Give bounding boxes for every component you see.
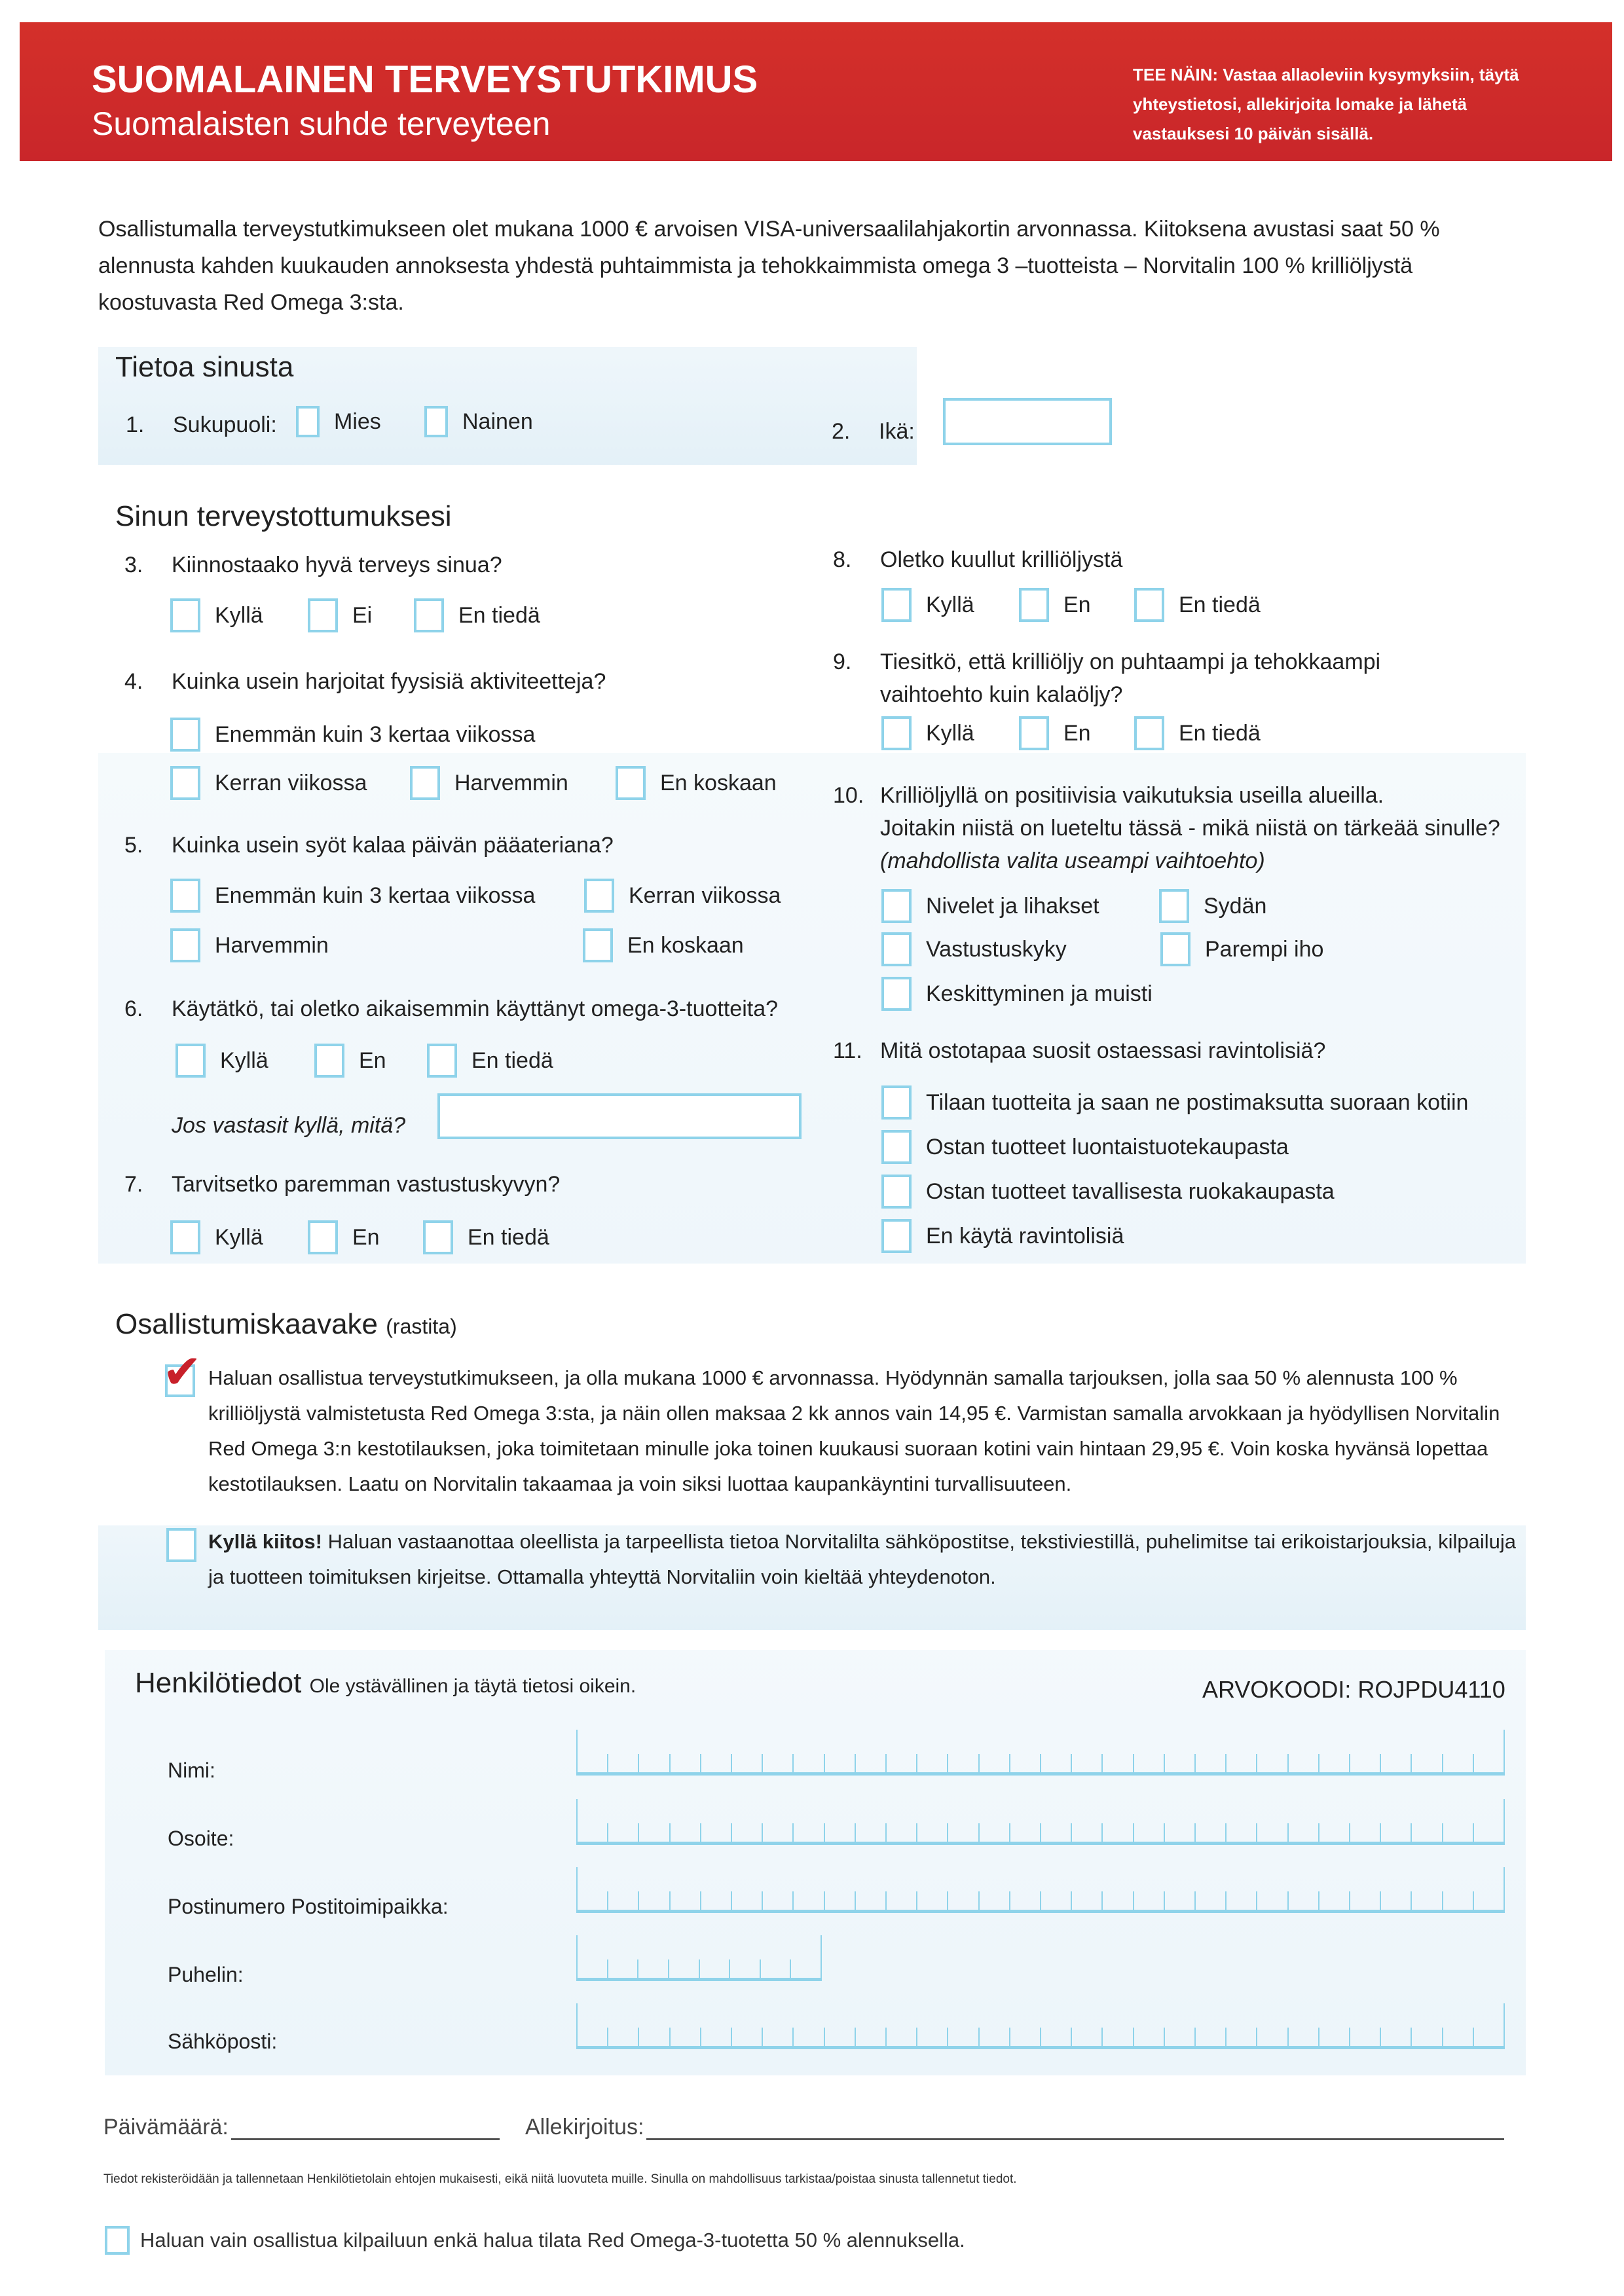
comb-cell [1165, 1754, 1196, 1772]
comb-cell [1010, 1754, 1041, 1772]
checkbox[interactable] [170, 718, 200, 752]
comb-cell [701, 1754, 732, 1772]
checkbox[interactable] [583, 928, 613, 962]
comb-cell [1289, 1823, 1320, 1842]
checkbox[interactable] [881, 932, 912, 966]
comb-cell [578, 1891, 608, 1910]
comb-cell [608, 1754, 639, 1772]
checkbox[interactable] [414, 598, 444, 632]
comb-cell [608, 1823, 639, 1842]
date-field[interactable]: Päivämäärä: [103, 2115, 500, 2140]
comb-cell [639, 1823, 670, 1842]
comb-cell [948, 1754, 979, 1772]
comb-cell [1412, 1823, 1443, 1842]
comb-cell [669, 1959, 700, 1978]
checkbox[interactable] [175, 1044, 206, 1078]
comb-cell [1320, 1891, 1350, 1910]
comb-cell [856, 1754, 887, 1772]
comb-cell [1474, 1823, 1504, 1842]
q10-text: 10. Krilliöljyllä on positiivisia vaikutuksia useilla alueilla. Joitakin niistä on lueteltu tässä - mikä niistä on tärkeää sinulle? (mahdollista valita useampi vaihtoehto) [833, 783, 1500, 873]
comb-cell [701, 2028, 732, 2046]
name-input[interactable] [576, 1730, 1505, 1776]
comb-cell [1134, 2028, 1165, 2046]
comb-cell [1443, 1823, 1474, 1842]
comb-cell [1196, 1891, 1227, 1910]
comb-cell [732, 1754, 763, 1772]
checkbox[interactable] [170, 879, 200, 913]
privacy-notice: Tiedot rekisteröidään ja tallennetaan Henkilötietolain ehtojen mukaisesti, eikä niitä luovuteta muille. Sinulla on mahdollisuus tarkistaa/poistaa sinusta tallennetut tiedot. [103, 2172, 1017, 2186]
q5-text: 5. Kuinka usein syöt kalaa päivän pääateriana? [124, 833, 614, 858]
checkbox[interactable] [881, 889, 912, 923]
comb-cell [794, 1891, 824, 1910]
q3-option[interactable]: En tiedä [414, 598, 540, 632]
q10-option[interactable]: Parempi iho [1160, 932, 1323, 966]
only-contest-checkbox[interactable] [105, 2226, 130, 2255]
checkbox[interactable] [616, 766, 646, 800]
checkbox[interactable] [423, 1220, 453, 1254]
address-input[interactable] [576, 1799, 1505, 1845]
comb-cell [980, 1891, 1010, 1910]
comb-cell [1010, 1891, 1041, 1910]
comb-cell [980, 1754, 1010, 1772]
comb-cell [825, 1823, 856, 1842]
q9-option[interactable]: En [1019, 716, 1091, 750]
checkbox[interactable] [170, 1220, 200, 1254]
comb-cell [794, 2028, 824, 2046]
comb-cell [1134, 1823, 1165, 1842]
comb-cell [1103, 1823, 1134, 1842]
checkbox[interactable] [170, 766, 200, 800]
comb-cell [732, 1891, 763, 1910]
q1-option-female[interactable]: Nainen [424, 406, 533, 437]
comb-cell [763, 2028, 794, 2046]
comb-cell [1165, 1891, 1196, 1910]
comb-cell [980, 2028, 1010, 2046]
form-title: SUOMALAINEN TERVEYSTUTKIMUS [92, 58, 758, 101]
consent1-text: Haluan osallistua terveystutkimukseen, ja olla mukana 1000 € arvonnassa. Hyödynnän samalla tarjouksen, jolla saa 50 % alennusta 100 % krilliöljystä valmistetusta Red Omega 3:sta, ja näin ollen maksaa 2 kk annos vain 14,95 €. Varmistan samalla arvokkaan ja hyödyllisen Norvitalin Red Omega 3:n kestotilauksen, joka toimitetaan minulle joka toinen kuukausi suoraan kotini vain hintaan 29,95 €. Voin koska hyvänsä lopettaa kestotilauksen. Laatu on Norvitalin takaamaa ja voin siksi luottaa kaupankäyntini turvallisuuteen. [208, 1366, 1500, 1495]
q7-option[interactable]: Kyllä [170, 1220, 263, 1254]
comb-cell [639, 1754, 670, 1772]
checkbox[interactable] [881, 716, 912, 750]
comb-cell [732, 1823, 763, 1842]
checkbox[interactable] [170, 598, 200, 632]
comb-cell [887, 1891, 917, 1910]
checkbox[interactable] [424, 406, 448, 437]
comb-cell [1443, 1754, 1474, 1772]
comb-cell [1289, 1891, 1320, 1910]
comb-cell [1257, 1823, 1288, 1842]
q5-option[interactable]: Harvemmin [170, 928, 329, 962]
form-subtitle: Suomalaisten suhde terveyteen [92, 105, 551, 142]
header-banner [20, 22, 1612, 161]
postal-input[interactable] [576, 1867, 1505, 1913]
checkmark-icon: ✔ [162, 1346, 202, 1398]
comb-cell [1474, 1891, 1504, 1910]
checkbox[interactable] [308, 1220, 338, 1254]
date-line[interactable] [231, 2138, 500, 2140]
comb-cell [1289, 1754, 1320, 1772]
q11-option[interactable]: Tilaan tuotteita ja saan ne postimaksutta suoraan kotiin [881, 1085, 1468, 1120]
comb-cell [1381, 2028, 1412, 2046]
comb-cell [887, 1823, 917, 1842]
q4-option[interactable]: Harvemmin [410, 766, 568, 800]
comb-cell [700, 1959, 731, 1978]
q7-text: 7. Tarvitsetko paremman vastustuskyvyn? [124, 1172, 561, 1197]
comb-cell [1381, 1891, 1412, 1910]
comb-cell [761, 1959, 792, 1978]
comb-cell [917, 1891, 948, 1910]
comb-cell [1320, 2028, 1350, 2046]
q6-followup-input[interactable] [437, 1093, 802, 1139]
q5-option[interactable]: Enemmän kuin 3 kertaa viikossa [170, 879, 535, 913]
only-contest-text: Haluan vain osallistua kilpailuun enkä halua tilata Red Omega-3-tuotetta 50 % alennuksella. [140, 2229, 965, 2251]
consent1-checkbox[interactable] [162, 1346, 202, 1398]
comb-cell [671, 1754, 701, 1772]
name-label: Nimi: [168, 1758, 215, 1782]
comb-cell [608, 1891, 639, 1910]
q6-text: 6. Käytätkö, tai oletko aikaisemmin käyttänyt omega-3-tuotteita? [124, 996, 779, 1021]
comb-cell [1041, 1823, 1072, 1842]
section-about-title: Tietoa sinusta [115, 351, 294, 383]
q4-option[interactable]: En koskaan [616, 766, 777, 800]
comb-cell [1072, 2028, 1103, 2046]
consent2-checkbox[interactable] [166, 1528, 196, 1562]
comb-cell [639, 2028, 670, 2046]
comb-cell [1165, 2028, 1196, 2046]
comb-cell [1443, 2028, 1474, 2046]
comb-cell [1196, 1754, 1227, 1772]
comb-cell [1196, 1823, 1227, 1842]
comb-cell [1041, 1754, 1072, 1772]
checkbox[interactable] [308, 598, 338, 632]
comb-cell [1412, 2028, 1443, 2046]
comb-cell [825, 2028, 856, 2046]
comb-cell [794, 1754, 824, 1772]
q4-option[interactable]: Kerran viikossa [170, 766, 367, 800]
comb-cell [917, 2028, 948, 2046]
comb-cell [794, 1823, 824, 1842]
comb-cell [1412, 1754, 1443, 1772]
q6-option[interactable]: En tiedä [427, 1044, 553, 1078]
phone-input[interactable] [576, 1935, 822, 1981]
comb-cell [1227, 1891, 1257, 1910]
checkbox[interactable] [881, 1085, 912, 1120]
q1-label: 1. Sukupuoli: [126, 412, 277, 437]
comb-cell [1350, 1891, 1381, 1910]
comb-cell [1289, 2028, 1320, 2046]
comb-cell [948, 1823, 979, 1842]
comb-cell [791, 1959, 821, 1978]
q9-text: 9. Tiesitkö, että krilliöljy on puhtaampi ja tehokkaampi vaihtoehto kuin kalaöljy? [833, 649, 1381, 707]
comb-cell [825, 1891, 856, 1910]
address-label: Osoite: [168, 1827, 234, 1850]
q4-option[interactable]: Enemmän kuin 3 kertaa viikossa [170, 718, 535, 752]
checkbox[interactable] [1159, 889, 1189, 923]
q10-option[interactable]: Vastustuskyky [881, 932, 1067, 966]
comb-cell [730, 1959, 761, 1978]
phone-label: Puhelin: [168, 1963, 244, 1986]
checkbox[interactable] [881, 1175, 912, 1209]
comb-cell [578, 2028, 608, 2046]
comb-cell [1103, 1754, 1134, 1772]
q6-option[interactable]: En [314, 1044, 386, 1078]
q2-label: 2. Ikä: [832, 419, 915, 444]
section-participation-title: Osallistumiskaavake (rastita) [115, 1308, 457, 1340]
comb-cell [701, 1891, 732, 1910]
comb-cell [671, 1891, 701, 1910]
comb-cell [1320, 1823, 1350, 1842]
comb-cell [1134, 1754, 1165, 1772]
checkbox[interactable] [1019, 588, 1049, 622]
comb-cell [1350, 1754, 1381, 1772]
email-label: Sähköposti: [168, 2030, 278, 2053]
q11-option[interactable]: Ostan tuotteet tavallisesta ruokakaupasta [881, 1175, 1335, 1209]
q10-option[interactable]: Keskittyminen ja muisti [881, 977, 1153, 1011]
comb-cell [856, 1891, 887, 1910]
comb-cell [1474, 1754, 1504, 1772]
q10-option[interactable]: Nivelet ja lihakset [881, 889, 1099, 923]
comb-cell [1072, 1823, 1103, 1842]
comb-cell [1165, 1823, 1196, 1842]
q9-option[interactable]: Kyllä [881, 716, 974, 750]
intro-text: Osallistumalla terveystutkimukseen olet mukana 1000 € arvoisen VISA-universaalilahjakortin arvonnassa. Kiitoksena avustasi saat 50 % alennusta kahden kuukauden annoksesta yhdestä puhtaimmista ja tehokkaimmista omega 3 –tuotteista – Norvitalin 100 % krilliöljystä koostuvasta Red Omega 3:sta. [98, 217, 1440, 315]
comb-cell [701, 1823, 732, 1842]
q3-text: 3. Kiinnostaako hyvä terveys sinua? [124, 553, 502, 577]
checkbox[interactable] [881, 977, 912, 1011]
q8-option[interactable]: En [1019, 588, 1091, 622]
comb-cell [948, 1891, 979, 1910]
checkbox[interactable] [314, 1044, 344, 1078]
q1-option-male[interactable]: Mies [296, 406, 381, 437]
comb-cell [1072, 1891, 1103, 1910]
comb-cell [1350, 1823, 1381, 1842]
comb-cell [638, 1959, 669, 1978]
comb-cell [1227, 2028, 1257, 2046]
checkbox[interactable] [881, 588, 912, 622]
consent2-text: Kyllä kiitos! Haluan vastaanottaa oleellista ja tarpeellista tietoa Norvitalilta sähköpostitse, tekstiviestillä, puhelimitse tai erikoistarjouksia, kilpailuja ja tuotteen toimituksen kirjeitse. Ottamalla yhteyttä Norvitaliin voin kieltää yhteydenoton. [208, 1530, 1517, 1588]
comb-cell [856, 2028, 887, 2046]
comb-cell [1320, 1754, 1350, 1772]
instructions: TEE NÄIN: Vastaa allaoleviin kysymyksiin, täytä yhteystietosi, allekirjoita lomake ja lähetä vastauksesi 10 päivän sisällä. [1133, 65, 1519, 143]
q5-option[interactable]: En koskaan [583, 928, 744, 962]
comb-cell [1134, 1891, 1165, 1910]
q4-text: 4. Kuinka usein harjoitat fyysisiä aktiviteetteja? [124, 669, 606, 694]
comb-cell [763, 1754, 794, 1772]
comb-cell [578, 1959, 608, 1978]
comb-cell [948, 2028, 979, 2046]
checkbox[interactable] [1134, 716, 1164, 750]
q11-text: 11. Mitä ostotapaa suosit ostaessasi ravintolisiä? [833, 1038, 1326, 1063]
comb-cell [1103, 2028, 1134, 2046]
checkbox[interactable] [584, 879, 614, 913]
comb-cell [1257, 2028, 1288, 2046]
comb-cell [671, 1823, 701, 1842]
q6-followup-label: Jos vastasit kyllä, mitä? [172, 1113, 406, 1138]
q3-option[interactable]: Ei [308, 598, 372, 632]
comb-cell [1041, 2028, 1072, 2046]
comb-cell [1072, 1754, 1103, 1772]
q11-option[interactable]: Ostan tuotteet luontaistuotekaupasta [881, 1130, 1289, 1164]
signature-line[interactable] [646, 2138, 1504, 2140]
checkbox[interactable] [881, 1130, 912, 1164]
comb-cell [1381, 1823, 1412, 1842]
comb-cell [578, 1754, 608, 1772]
comb-cell [763, 1823, 794, 1842]
comb-cell [1412, 1891, 1443, 1910]
comb-cell [1350, 2028, 1381, 2046]
comb-cell [639, 1891, 670, 1910]
comb-cell [1257, 1891, 1288, 1910]
comb-cell [1474, 2028, 1504, 2046]
q5-option[interactable]: Kerran viikossa [584, 879, 781, 913]
checkbox[interactable] [170, 928, 200, 962]
section-personal-title: Henkilötiedot Ole ystävällinen ja täytä tietosi oikein. [135, 1667, 637, 1699]
q6-option[interactable]: Kyllä [175, 1044, 268, 1078]
comb-cell [732, 2028, 763, 2046]
checkbox[interactable] [1134, 588, 1164, 622]
comb-cell [1041, 1891, 1072, 1910]
comb-cell [1257, 1754, 1288, 1772]
age-input[interactable] [943, 398, 1112, 445]
comb-cell [1010, 2028, 1041, 2046]
q3-option[interactable]: Kyllä [170, 598, 263, 632]
comb-cell [917, 1754, 948, 1772]
checkbox[interactable] [881, 1219, 912, 1253]
comb-cell [917, 1823, 948, 1842]
comb-cell [578, 1823, 608, 1842]
checkbox[interactable] [410, 766, 440, 800]
checkbox[interactable] [1019, 716, 1049, 750]
section-habits-title: Sinun terveystottumuksesi [115, 500, 452, 532]
comb-cell [1227, 1823, 1257, 1842]
comb-cell [1443, 1891, 1474, 1910]
comb-cell [1010, 1823, 1041, 1842]
postal-label: Postinumero Postitoimipaikka: [168, 1895, 449, 1918]
comb-cell [980, 1823, 1010, 1842]
q11-option[interactable]: En käytä ravintolisiä [881, 1219, 1124, 1253]
reward-code: ARVOKOODI: ROJPDU4110 [1202, 1676, 1505, 1703]
checkbox[interactable] [1160, 932, 1190, 966]
comb-cell [1381, 1754, 1412, 1772]
signature-field[interactable]: Allekirjoitus: [525, 2115, 1504, 2140]
comb-cell [671, 2028, 701, 2046]
comb-cell [1227, 1754, 1257, 1772]
q10-option[interactable]: Sydän [1159, 889, 1266, 923]
q7-option[interactable]: En [308, 1220, 380, 1254]
comb-cell [887, 2028, 917, 2046]
email-input[interactable] [576, 2003, 1505, 2049]
q9-option[interactable]: En tiedä [1134, 716, 1261, 750]
comb-cell [608, 2028, 639, 2046]
q7-option[interactable]: En tiedä [423, 1220, 549, 1254]
comb-cell [887, 1754, 917, 1772]
checkbox[interactable] [427, 1044, 457, 1078]
q8-option[interactable]: Kyllä [881, 588, 974, 622]
q8-option[interactable]: En tiedä [1134, 588, 1261, 622]
comb-cell [1196, 2028, 1227, 2046]
comb-cell [825, 1754, 856, 1772]
checkbox[interactable] [296, 406, 320, 437]
comb-cell [763, 1891, 794, 1910]
comb-cell [608, 1959, 639, 1978]
comb-cell [856, 1823, 887, 1842]
q8-text: 8. Oletko kuullut krilliöljystä [833, 547, 1123, 572]
comb-cell [1103, 1891, 1134, 1910]
